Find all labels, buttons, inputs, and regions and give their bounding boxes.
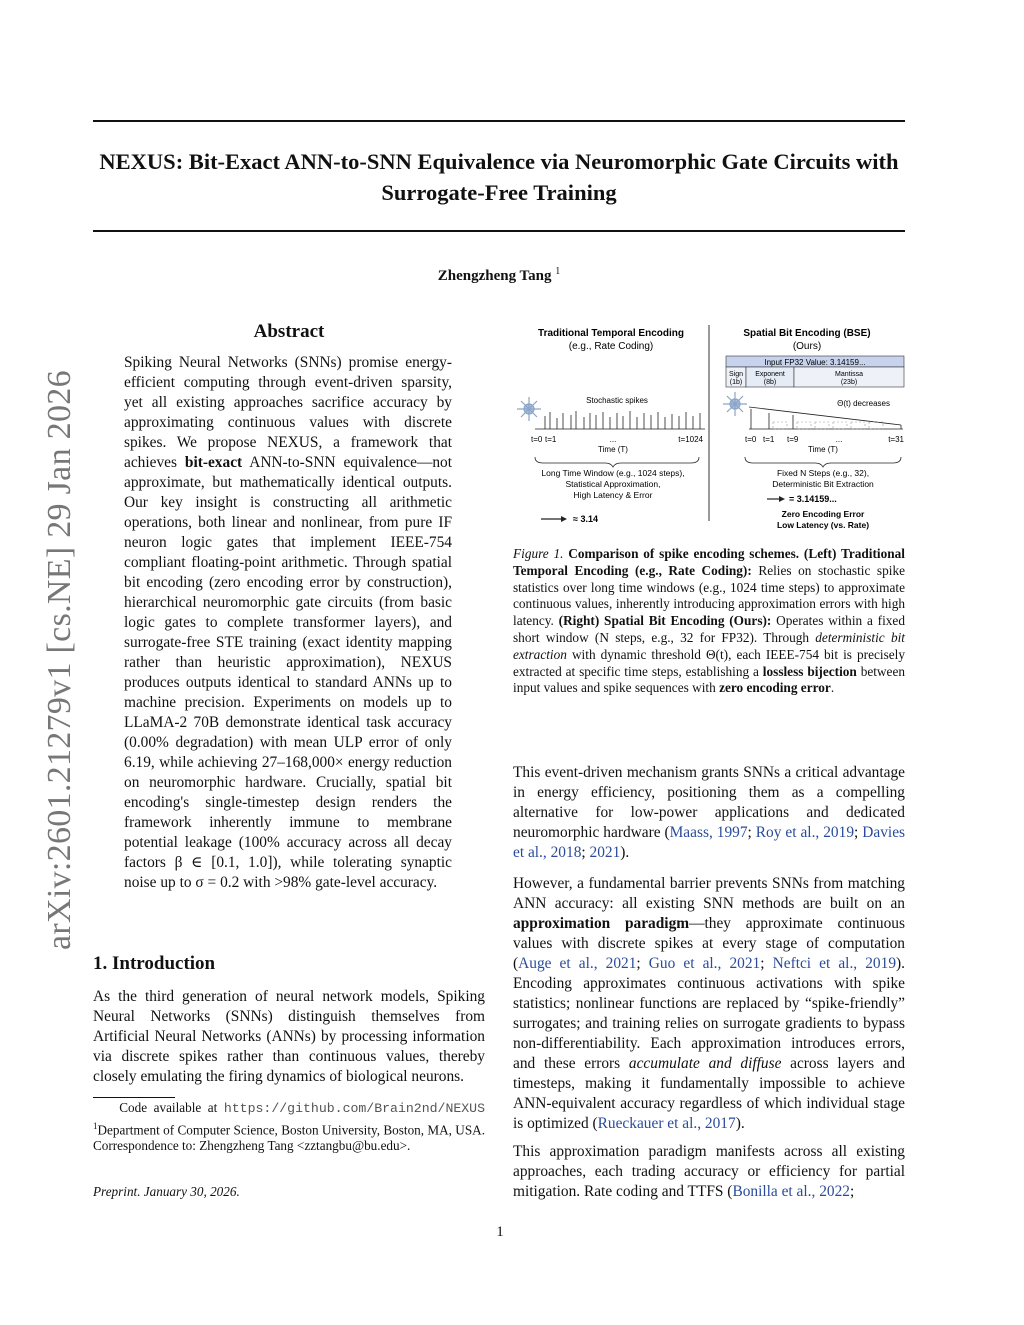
right-desc-4: Low Latency (vs. Rate) <box>776 520 870 530</box>
code-link[interactable]: https://github.com/Brain2nd/NEXUS <box>223 1101 486 1116</box>
p2-text-3: ). Encoding approximates continuous activations with spike statistics; nonlinear functions are replaced by “spike-friendly” surrogates; and training relies on surrogate gradients to bypass non-differentiability. Each approximation introduces errors, and these errors <box>513 955 906 1072</box>
p2-text-2: —they approximate continuous values with discrete spikes at every stage of computation ( <box>513 915 905 972</box>
right-panel-subtitle: (Ours) <box>792 341 822 352</box>
right-result-arrowhead <box>779 496 785 502</box>
caption-bold-1: Comparison of spike encoding schemes. (Left) Traditional Temporal Encoding (e.g., Rate Coding): <box>513 546 905 578</box>
intro-paragraph: As the third generation of neural network models, Spiking Neural Networks (SNNs) distinguish themselves from Artificial Neural Networks (ANNs) by processing information via discrete spikes rather than continuous values, thereby closely emulating the firing dynamics of biological neurons. <box>93 988 485 1085</box>
cite-neftci-2019[interactable]: Neftci et al., 2019 <box>772 955 897 972</box>
left-result-arrowhead <box>561 516 567 522</box>
right-desc-2: Deterministic Bit Extraction <box>772 479 874 489</box>
right-t31: t=31 <box>888 435 904 444</box>
exponent-bits: (8b) <box>763 379 777 386</box>
left-time-label: Time (T) <box>598 445 628 454</box>
cite-davies-2021[interactable]: 2021 <box>589 844 621 861</box>
cite-rueckauer-2017[interactable]: Rueckauer et al., 2017 <box>597 1115 736 1132</box>
footnote-rule <box>93 1097 175 1098</box>
left-result: ≈ 3.14 <box>573 514 598 524</box>
p3-text: This approximation paradigm manifests across all existing approaches, each trading accuracy or efficiency for partial mitigation. Rate coding and TTFS ( <box>513 1143 905 1200</box>
right-desc-3: Zero Encoding Error <box>781 509 865 519</box>
author-affiliation-mark: 1 <box>555 266 561 277</box>
abstract-part-2: ANN-to-SNN equivalence—not approximate, but mathematically identical outputs. Our key insight is constructing all arithmetic operations, both linear and nonlinear, from pure IF neuron logic gates that implement IEEE-754 compliant floating-point arithmetic. Through spatial bit encoding (zero encoding error by construction), hierarchical neuromorphic gate circuits (from basic logic gates to complete transformer layers), and surrogate-free STE training (exact identity mapping rather than heuristic approximation), NEXUS produces outputs identical to standard ANNs up to machine precision. Experiments on models up to LLaMA-2 70B demonstrate identical task accuracy (0.00% degradation) with mean ULP error of only 6.19, while achieving 27–168,000× energy reduction on neuromorphic hardware. Crucially, spatial bit encoding's single-timestep design renders the framework inherently immune to membrane potential leakage (100% accuracy across all decay factors β ∈ [0.1, 1.0]), while tolerating synaptic noise up to σ = 0.2 with >98% gate-level accuracy. <box>124 454 453 891</box>
cite-bonilla-2022[interactable]: Bonilla et al., 2022 <box>732 1183 850 1200</box>
right-result: = 3.14159... <box>789 494 837 504</box>
cite-guo-2021[interactable]: Guo et al., 2021 <box>648 955 761 972</box>
footnote-mark: 1 <box>93 1120 98 1131</box>
left-panel-title: Traditional Temporal Encoding <box>538 328 684 339</box>
caption-end: . <box>830 680 835 696</box>
caption-bold-4: zero encoding error <box>719 680 831 696</box>
p2-text-4: across layers and timesteps, making it fundamentally impossible to achieve ANN-equivalent accuracy regardless of which individual stage is optimized ( <box>513 1055 906 1132</box>
paper-title: NEXUS: Bit-Exact ANN-to-SNN Equivalence via Neuromorphic Gate Circuits with Surrogate-Free Training <box>99 149 899 205</box>
right-brace <box>745 457 901 467</box>
cite-davies-2018[interactable]: Davies et al., 2018 <box>513 824 906 861</box>
right-paragraph-1: This event-driven mechanism grants SNNs a critical advantage in energy efficiency, positioning them as a compelling alternative for low-power applications and dedicated neuromorphic hardware (Maass, 1997; Roy et al., 2019; Davies et al., 2018; 2021). <box>513 764 906 861</box>
page-number: 1 <box>496 1224 504 1240</box>
cite-maass-1997[interactable]: Maass, 1997 <box>669 824 748 841</box>
abstract-text <box>124 353 452 893</box>
figure-1-encoding-diagram <box>513 321 905 539</box>
fp32-input-label: Input FP32 Value: 3.14159... <box>764 358 866 367</box>
caption-text-2: Operates within a fixed short window (N steps, e.g., 32 for FP32). Through <box>513 613 905 645</box>
theta-label: Θ(t) decreases <box>837 399 890 408</box>
exponent-label: Exponent <box>755 371 785 378</box>
p2-italic: accumulate and diffuse <box>628 1055 782 1072</box>
left-ellipsis: ... <box>609 435 617 444</box>
author-line <box>93 266 905 285</box>
top-rule <box>93 120 905 122</box>
p1-end: ). <box>620 844 630 861</box>
caption-text-4: between input values and spike sequences with <box>513 663 905 696</box>
caption-text-1: Relies on stochastic spike statistics over long time windows (e.g., 1024 time steps) to approximate continuous values, inherently introducing approximation errors with high latency. <box>513 562 905 629</box>
author-name: Zhengzheng Tang <box>437 268 552 284</box>
right-bit-slots <box>773 422 883 429</box>
stochastic-spikes-label: Stochastic spikes <box>586 396 648 405</box>
left-t1: t=1 <box>545 435 557 444</box>
p2-end: ). <box>735 1115 745 1132</box>
left-desc-2: Statistical Approximation, <box>565 479 661 489</box>
footnote-code-label: Code available at <box>119 1100 224 1115</box>
right-t9: t=9 <box>787 435 799 444</box>
sign-label: Sign <box>728 371 744 378</box>
abstract-part-1: Spiking Neural Networks (SNNs) promise energy-efficient computing through event-driven sparsity, yet all existing approaches sacrifice accuracy by approximating continuous values with discrete spikes. We propose NEXUS, a framework that achieves <box>124 354 452 471</box>
right-t1: t=1 <box>763 435 775 444</box>
right-neuron-icon <box>723 392 747 416</box>
p3-end: ; <box>850 1183 855 1200</box>
intro-heading: 1. Introduction <box>93 953 216 974</box>
left-spike-train <box>545 411 700 429</box>
arxiv-stamp: arXiv:2601.21279v1 [cs.NE] 29 Jan 2026 <box>41 370 78 950</box>
left-brace <box>535 457 699 467</box>
caption-text-3: with dynamic threshold Θ(t), each IEEE-754 bit is precisely extracted at specific time steps, establishing a <box>513 646 905 679</box>
mantissa-bits: (23b) <box>840 379 858 386</box>
left-neuron-icon <box>517 397 541 421</box>
footnote-affiliation: Department of Computer Science, Boston University, Boston, MA, USA. Correspondence to: Zhengzheng Tang <zztangbu@bu.edu>. <box>93 1121 485 1154</box>
left-desc-3: High Latency & Error <box>573 490 653 500</box>
title-bottom-rule <box>93 230 905 232</box>
left-panel-subtitle: (e.g., Rate Coding) <box>568 341 654 352</box>
caption-bold-3: lossless bijection <box>762 663 857 679</box>
right-t0: t=0 <box>745 435 757 444</box>
right-desc-1: Fixed N Steps (e.g., 32), <box>776 468 870 478</box>
left-t1024: t=1024 <box>678 435 703 444</box>
right-ellipsis: ... <box>835 435 843 444</box>
right-bit-spikes <box>751 409 901 429</box>
figure-1-caption <box>513 546 905 697</box>
p2-text-1: However, a fundamental barrier prevents SNNs from matching ANN accuracy: all existing SNN methods are built on an <box>513 875 905 912</box>
right-panel-title: Spatial Bit Encoding (BSE) <box>743 328 871 339</box>
preprint-note: Preprint. January 30, 2026. <box>93 1184 240 1199</box>
cite-roy-2019[interactable]: Roy et al., 2019 <box>755 824 855 841</box>
abstract-bold: bit-exact <box>184 454 243 471</box>
caption-label: Figure 1. <box>513 546 564 561</box>
right-paragraph-2: However, a fundamental barrier prevents SNNs from matching ANN accuracy: all existing SNN methods are built on an approximation paradigm—they approximate continuous values with discrete spikes at every stage of computation (Auge et al., 2021; Guo et al., 2021; Neftci et al., 2019). Encoding approximates continuous activations with spike statistics; nonlinear functions are replaced by “spike-friendly” surrogates; and training relies on surrogate gradients to bypass non-differentiability. Each approximation introduces errors, and these errors accumulate and diffuse across layers and timesteps, making it fundamentally impossible to achieve ANN-equivalent accuracy regardless of which individual stage is optimized (Rueckauer et al., 2017). <box>513 875 906 1132</box>
mantissa-label: Mantissa <box>834 371 864 378</box>
right-time-label: Time (T) <box>808 445 838 454</box>
abstract-heading: Abstract <box>253 321 325 342</box>
caption-bold-2: (Right) Spatial Bit Encoding (Ours): <box>558 613 772 629</box>
left-desc-1: Long Time Window (e.g., 1024 steps), <box>541 468 685 478</box>
caption-italic: deterministic bit extraction <box>513 629 905 662</box>
sign-bits: (1b) <box>729 379 743 386</box>
cite-auge-2021[interactable]: Auge et al., 2021 <box>518 955 637 972</box>
p1-text: This event-driven mechanism grants SNNs a critical advantage in energy efficiency, positioning them as a compelling alternative for low-power applications and dedicated neuromorphic hardware ( <box>513 764 905 841</box>
p2-bold: approximation paradigm <box>513 915 690 932</box>
left-t0: t=0 <box>531 435 543 444</box>
right-paragraph-3 <box>513 1142 905 1202</box>
footnote <box>93 1100 485 1155</box>
